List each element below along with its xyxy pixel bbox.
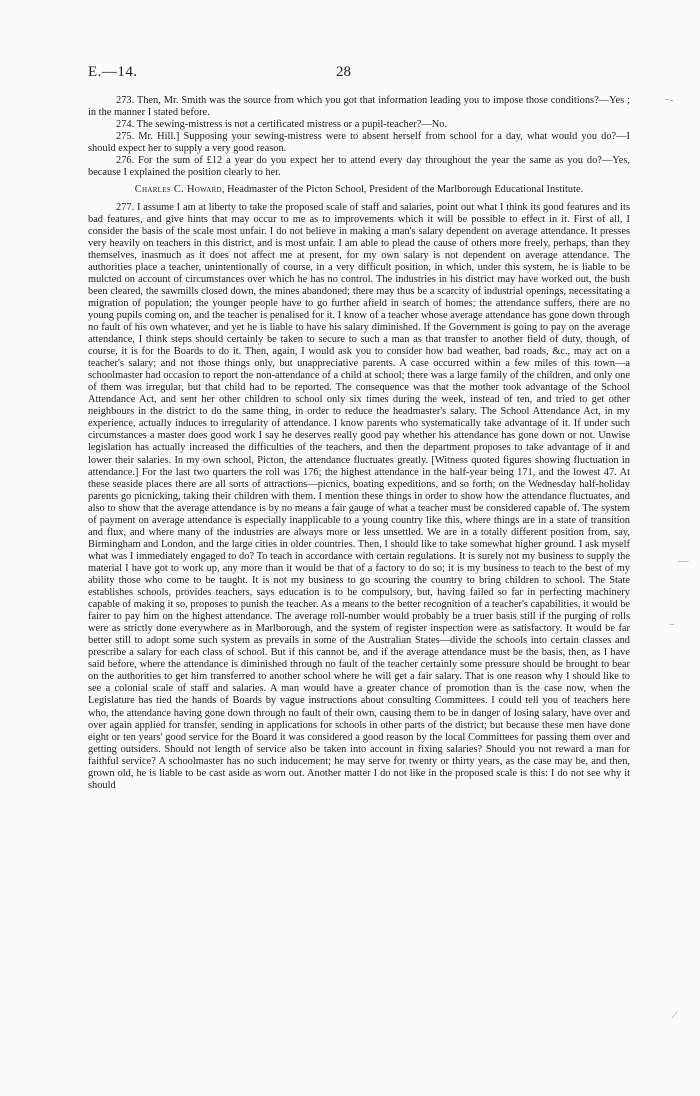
margin-pencil-mark: ⁻ [669, 621, 675, 633]
document-reference: E.—14. [88, 64, 138, 80]
page-number: 28 [336, 64, 351, 80]
witness-name: Charles C. Howard [134, 184, 222, 196]
statement-paragraph-277: 277. I assume I am at liberty to take the proposed scale of staff and salaries, point out what I think its good features and its bad features, and give hints that may occur to me as to improvements which it will be possible to effect in it. First of all, I consider the basis of the scale most unfair. I do not believe in making a man's salary dependent on average attendance. It presses very heavily on teachers in this district, and is most unfair. I am able to plead the cause of others more freely, perhaps, than they themselves, inasmuch as it does not affect me at present, for my own salary is not dependent on average attendance. The authorities place a teacher, unintentionally of course, in a very difficult position, in which, under this system, he is liable to be mulcted on account of circumstances over which he has no control. The industries in his district may have worked out, the bush been cleared, the sawmills closed down, the mines abandoned; there may thus be a scarcity of industrial openings, necessitating a migration of population; the younger people have to go further afield in search of homes; the attendance suffers, there are no young pupils coming on, and the teacher is penalised for it. I know of a teacher whose average attendance has gone down through no fault of his own whatever, and yet he is liable to have his salary diminished. If the Government is going to pay on the average attendance, I think steps should certainly be taken to secure to such a man as that transfer to another field of duty, though, of course, it is for the Boards to do it. Then, again, I would ask you to consider how bad weather, bad roads, &c., may act on a teacher's salary; and not those things only, but unappreciative parents. A case occurred within a few miles of this town—a schoolmaster had occasion to report the non-attendance of a child at school; there was a large family of the children, and only one of them was irregular, but that child had to be reported. The consequence was that the mother took advantage of the School Attendance Act, and sent her other children to school only six times during the week, instead of ten, and tried to get other neighbours in the district to do the same thing, in order to reduce the headmaster's salary. The School Attendance Act, in my experience, actually induces to irregularity of attendance. I know parents who systematically take advantage of it. If under such circumstances a master does good work I say he deserves really good pay whether his attendance has gone down or not. Unwise legislation has actually increased the difficulties of the teachers, and then the department proposes to take advantage of it and lower their salaries. In my own school, Picton, the attendance fluctuates greatly. [Witness quoted figures showing fluctuation in attendance.] For the last two quarters the roll was 176; the highest attendance in the half-year being 171, and the lowest 47. At these seaside places there are all sorts of attractions—picnics, boating expeditions, and so forth; on the Wednesday half-holiday parents go picnicking, taking their children with them. I mention these things in order to show how the attendance fluctuates, and also to show that the average attendance is by no means a fair gauge of what a teacher must be considered capable of. The system of payment on average attendance is especially inapplicable to a young country like this, where things are in a state of transition and flux, and where many of the industries are always more or less unsettled. We are in a totally different position from, say, Birmingham and London, and the large cities in older countries. Then, I should like to take somewhat higher ground. I ask myself what was I immediately engaged to do? To teach in accordance with certain regulations. It is surely not my business to supply the material I have got to work up, any more than it would be that of a factory to do so; it is my business to teach to the best of my ability those who come to be taught. It is not my business to go scouring the country to bring children to school. The State establishes schools, provides teachers, says education is to be compulsory, but, having failed so far in perfecting machinery capable of making it so, proposes to punish the teacher. As a means to the better recognition of a teacher's capabilities, it would be fairer to pay him on the highest attendance. The average roll-number would probably be a truer basis still if the purging of rolls were as strictly done everywhere as in Marlborough, and the system of register inspection were as satisfactory. It would be far better still to adopt some such system as prevails in some of the Australian States—divide the schools into certain classes and prescribe a salary for each class of school. But if this cannot be, and if the average attendance must be the basis, then, as I have said before, where the attendance is diminished through no fault of the teacher certainly some pressure should be brought to bear on the authorities to get him transferred to another school where he will get a fair salary. That is one reason why I should like to see a colonial scale of staff and salaries. A man would have a greater chance of promotion than is the case now, when the Legislature has tied the hands of Boards by vague instructions about consulting Committees. I could tell you of teachers here who, the attendance having gone down through no fault of their own, causing them to be in danger of losing salary, have over and over again applied for transfer, sending in applications for schools in other parts of the district; but because these men have done eight or ten years' good service for the Board it was considered a good reason by the local Committees for passing them over and getting outsiders. Should not length of service also be taken into account in fixing salaries? Should you not reward a man for faithful service? A schoolmaster has no such inducement; he may serve for twenty or thirty years, as the case may be, and then, grown old, he is liable to be cast aside as worn out. Another matter I do not like in the proposed scale is this: I do not see why it should [88, 201, 630, 791]
qa-paragraph-273: 273. Then, Mr. Smith was the source from which you got that information leading you to impose those conditions?—Yes ; in the manner I stated before. [88, 95, 630, 119]
margin-pencil-mark: ⁄ [674, 1009, 676, 1021]
qa-paragraph-275: 275. Mr. Hill.] Supposing your sewing-mistress were to absent herself from school for a day, what would you do?—I should expect her to supply a very good reason. [88, 131, 630, 155]
qa-paragraph-276: 276. For the sum of £12 a year do you expect her to attend every day throughout the year the same as you do?—Yes, because I explained the position clearly to her. [88, 155, 630, 179]
page-header [88, 64, 630, 84]
qa-paragraph-274: 274. The sewing-mistress is not a certificated mistress or a pupil-teacher?—No. [116, 119, 448, 131]
witness-heading [88, 184, 630, 196]
margin-pencil-mark: ˜⁻ [665, 97, 675, 109]
body-text [88, 95, 630, 792]
margin-pencil-mark: — [678, 555, 689, 567]
witness-description: , Headmaster of the Picton School, President of the Marlborough Educational Institute. [221, 184, 584, 196]
